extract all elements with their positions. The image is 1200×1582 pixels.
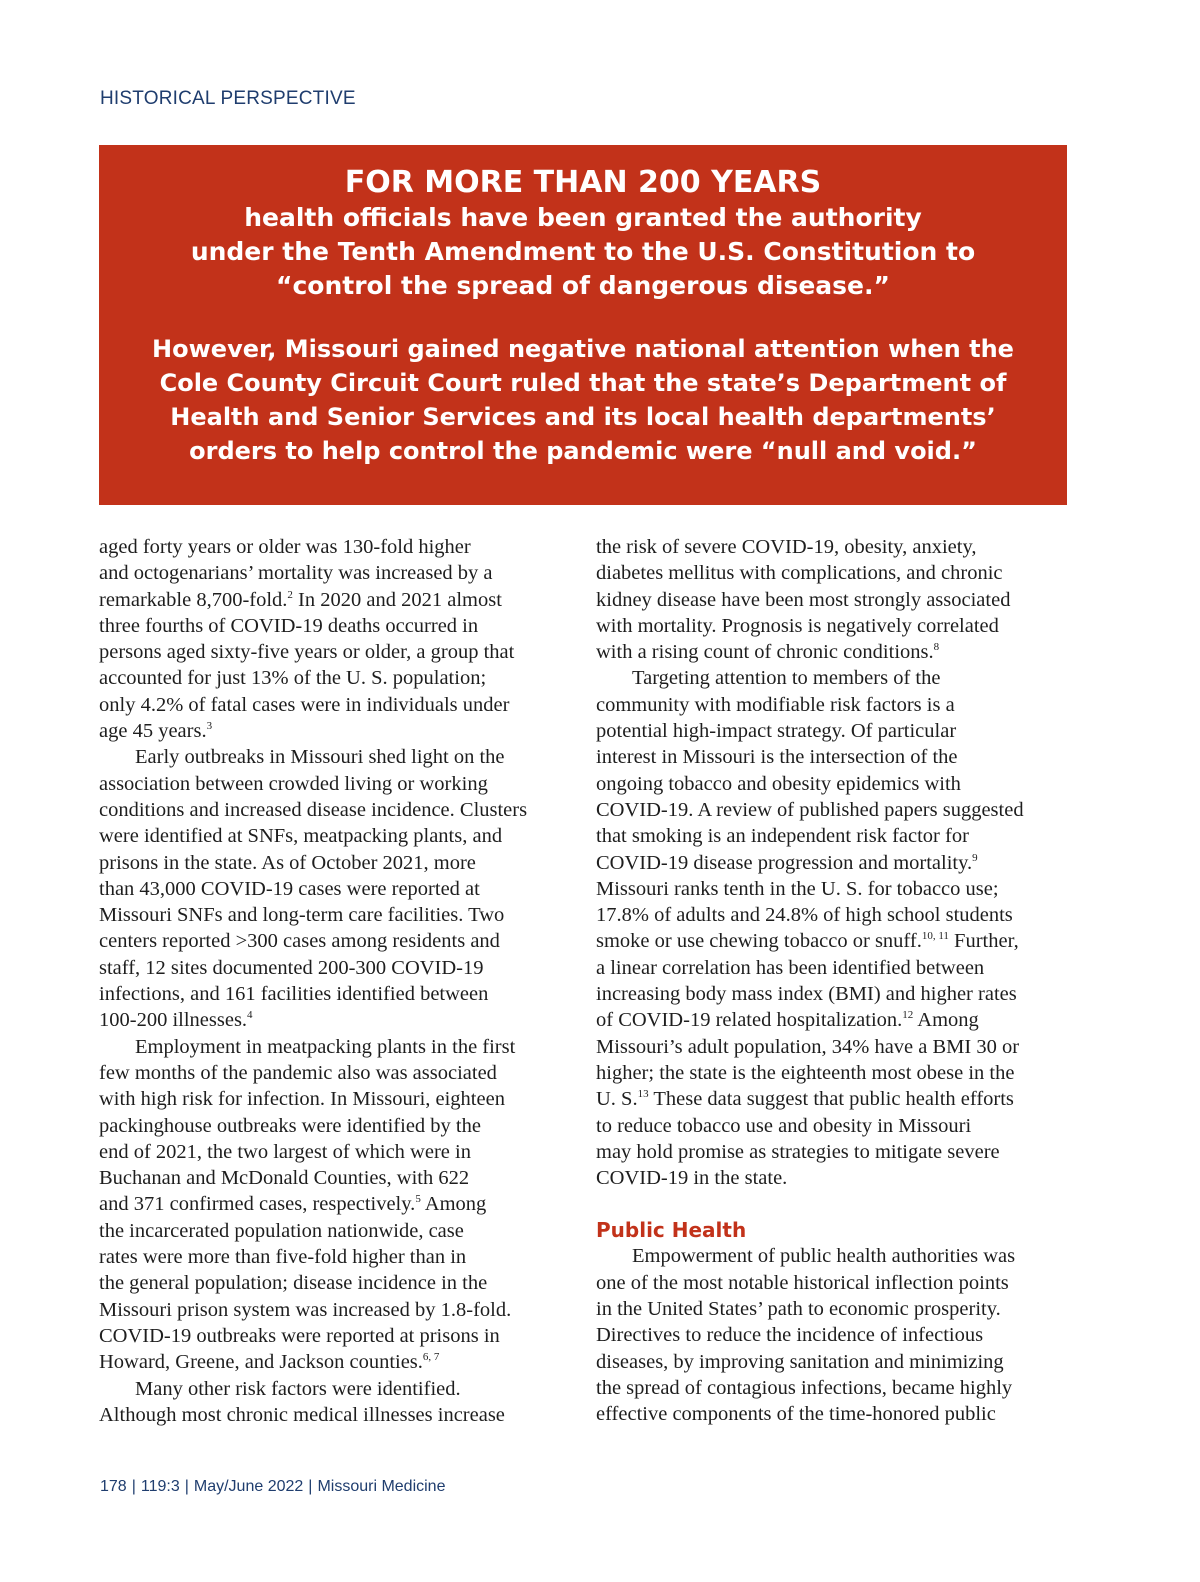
citation: 2 [287,588,293,601]
pull-quote-paragraph [99,332,1067,468]
text-line: 100-200 illnesses.$^4$ [99,1009,253,1032]
text-line: Many other risk factors were identified. [135,1377,461,1400]
page-footer [100,1478,445,1496]
text-line: of COVID-19 related hospitalization.$^{12}$ Among [596,1009,979,1032]
issue-date: May/June 2022 [193,1478,304,1495]
text-line: may hold promise as strategies to mitigate severe [596,1140,1000,1163]
text-line: the risk of severe COVID-19, obesity, anxiety, [596,536,977,558]
text-line: higher; the state is the eighteenth most obese in the [596,1061,1015,1084]
pull-quote-line: Cole County Circuit Court ruled that the state’s Department of [159,369,1007,397]
pull-quote-headline: FOR MORE THAN 200 YEARS [344,165,822,200]
text-line: Missouri SNFs and long-term care facilities. Two [99,904,505,927]
pull-quote-line: “control the spread of dangerous disease.” [276,271,890,300]
citation: 8 [933,641,940,654]
text-line: with mortality. Prognosis is negatively correlated [596,614,999,637]
footer-separator: | [308,1478,313,1495]
text-line: persons aged sixty-five years or older, a group that [99,641,515,664]
citation: 6, 7 [422,1351,440,1364]
citation: 9 [972,851,978,864]
text-line: Employment in meatpacking plants in the first [135,1035,516,1058]
text-line: rates were more than five-fold higher than in [99,1246,467,1269]
left-column [99,534,579,1428]
right-column [596,534,1076,1428]
text-line: diabetes mellitus with complications, and chronic [596,562,1003,585]
pull-quote-box [99,145,1067,505]
footer-separator: | [131,1478,136,1495]
section-heading: Public Health [596,1218,747,1243]
text-line: with a rising count of chronic conditions.$^8$ [596,641,940,664]
text-line: COVID-19 disease progression and mortality.$^9$ [596,851,978,874]
text-line: aged forty years or older was 130-fold higher [99,536,471,558]
text-line: centers reported >300 cases among residents and [99,930,500,953]
text-line: Directives to reduce the incidence of infectious [596,1324,984,1347]
text-line: Missouri’s adult population, 34% have a BMI 30 or [596,1035,1020,1058]
text-line: packinghouse outbreaks were identified by the [99,1114,481,1137]
text-line: the general population; disease incidence in the [99,1272,488,1295]
text-line: in the United States’ path to economic prosperity. [596,1298,1001,1321]
text-line: were identified at SNFs, meatpacking plants, and [99,825,503,848]
text-line: staff, 12 sites documented 200-300 COVID-19 [99,956,484,979]
citation: 10, 11 [921,930,949,943]
text-line: Although most chronic medical illnesses increase [99,1403,505,1426]
text-line: to reduce tobacco use and obesity in Missouri [596,1114,972,1137]
text-line: with high risk for infection. In Missouri, eighteen [99,1088,505,1111]
journal-name: Missouri Medicine [317,1478,446,1495]
pull-quote-line: health officials have been granted the authority [244,203,922,232]
citation: 13 [637,1088,649,1101]
text-line: ongoing tobacco and obesity epidemics with [596,772,961,795]
text-line: effective components of the time-honored public [596,1403,996,1426]
citation: 3 [206,720,213,733]
citation: 4 [247,1009,253,1022]
text-line: Early outbreaks in Missouri shed light on the [135,746,505,769]
text-line: one of the most notable historical inflection points [596,1271,1009,1294]
text-line: the spread of contagious infections, became highly [596,1376,1013,1399]
text-line: increasing body mass index (BMI) and higher rates [596,983,1017,1006]
citation: 12 [902,1009,914,1022]
text-line: and 371 confirmed cases, respectively.$^5$ Among [99,1193,487,1216]
footer-separator: | [184,1478,189,1495]
text-line: smoke or use chewing tobacco or snuff.$^{10, 11}$ Further, [596,930,1019,953]
text-line: interest in Missouri is the intersection of the [596,746,958,769]
section-label: HISTORICAL PERSPECTIVE [100,88,356,109]
text-line: prisons in the state. As of October 2021, more [99,851,476,874]
text-line: Howard, Greene, and Jackson counties.$^{6, 7}$ [99,1351,440,1374]
text-line: and octogenarians’ mortality was increased by a [99,562,493,585]
text-line: kidney disease have been most strongly associated [596,588,1011,611]
text-line: than 43,000 COVID-19 cases were reported at [99,877,480,900]
text-line: COVID-19. A review of published papers suggested [596,798,1024,821]
text-line: remarkable 8,700-fold.$^2$ In 2020 and 2021 almost [99,588,502,611]
text-line: only 4.2% of fatal cases were in individuals under [99,693,510,716]
pull-quote-line: orders to help control the pandemic were “null and void.” [189,437,977,465]
text-line: few months of the pandemic also was associated [99,1061,497,1084]
text-line: accounted for just 13% of the U. S. population; [99,667,487,690]
issue-number: 119:3 [140,1478,180,1495]
text-line: conditions and increased disease incidence. Clusters [99,798,528,821]
text-line: infections, and 161 facilities identified between [99,983,489,1006]
text-line: the incarcerated population nationwide, case [99,1219,464,1242]
text-line: association between crowded living or working [99,772,488,795]
text-line: 17.8% of adults and 24.8% of high school students [596,904,1013,927]
page-number: 178 [100,1478,127,1495]
pull-quote-line: under the Tenth Amendment to the U.S. Constitution to [190,237,976,266]
text-line: three fourths of COVID-19 deaths occurred in [99,614,479,637]
text-line: age 45 years.$^3$ [99,720,213,743]
text-line: Missouri prison system was increased by 1.8-fold. [99,1298,512,1321]
pull-quote-line: Health and Senior Services and its local health departments’ [170,403,996,431]
text-line: potential high-impact strategy. Of particular [596,720,957,743]
text-line: a linear correlation has been identified between [596,956,985,979]
citation: 5 [415,1193,421,1206]
text-line: end of 2021, the two largest of which were in [99,1140,471,1163]
text-line: diseases, by improving sanitation and minimizing [596,1350,1004,1373]
text-line: COVID-19 outbreaks were reported at prisons in [99,1324,500,1347]
text-line: Targeting attention to members of the [632,667,941,690]
text-line: U. S.$^{13}$ These data suggest that public health efforts [596,1088,1014,1111]
pull-quote-line: However, Missouri gained negative national attention when the [152,335,1014,363]
text-line: Missouri ranks tenth in the U. S. for tobacco use; [596,877,999,900]
text-line: Buchanan and McDonald Counties, with 622 [99,1167,470,1190]
text-line: community with modifiable risk factors is a [596,693,955,716]
text-line: COVID-19 in the state. [596,1167,788,1190]
text-line: Empowerment of public health authorities was [632,1245,1016,1268]
text-line: that smoking is an independent risk factor for [596,825,969,848]
